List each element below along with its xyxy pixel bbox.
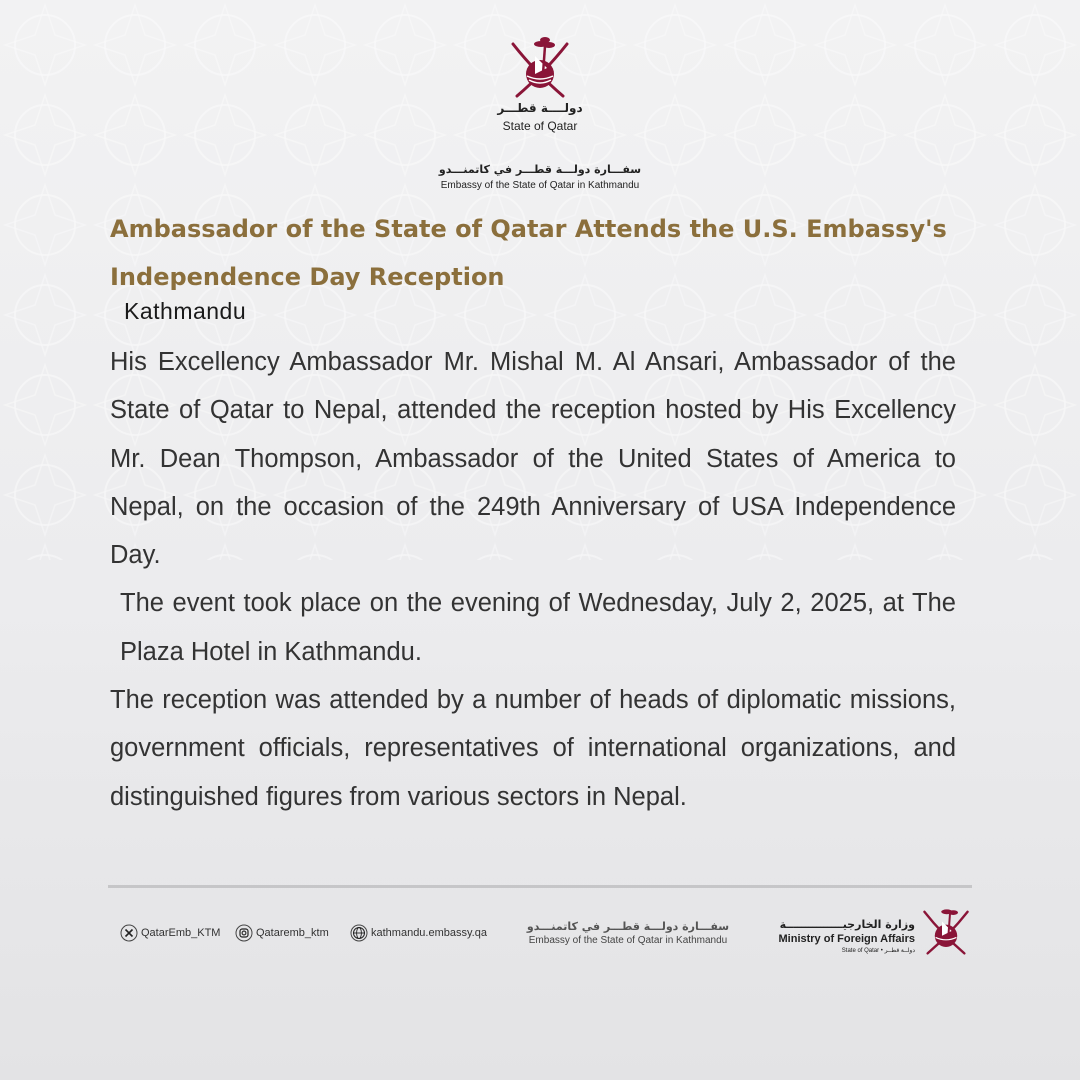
qatar-emblem-icon — [505, 36, 575, 100]
footer-divider — [108, 885, 972, 888]
embassy-name-arabic: سفـــارة دولـــة قطـــر في كاتمنـــدو — [438, 163, 642, 176]
state-name-arabic: دولــــة قطـــر — [497, 101, 583, 115]
footer-embassy-arabic: سفـــارة دولـــة قطـــر في كاتمنـــدو — [526, 920, 730, 933]
footer-embassy-name — [518, 920, 738, 946]
social-link-instagram[interactable] — [235, 921, 329, 945]
ministry-label — [770, 918, 915, 954]
instagram-icon — [235, 924, 253, 942]
footer-embassy-english: Embassy of the State of Qatar in Kathmandu — [528, 935, 728, 946]
ministry-english: Ministry of Foreign Affairs — [778, 933, 915, 945]
x-icon — [120, 924, 138, 942]
social-link-x[interactable] — [120, 921, 220, 945]
ministry-emblem-icon — [918, 904, 974, 958]
social-handle: kathmandu.embassy.qa — [371, 927, 487, 939]
globe-icon — [350, 924, 368, 942]
article-title: Ambassador of the State of Qatar Attends the U.S. Embassy's Independence Day Reception — [110, 215, 947, 291]
social-link-website[interactable] — [350, 921, 487, 945]
social-handle: Qataremb_ktm — [256, 927, 329, 939]
ministry-subtitle: State of Qatar • دولــة قطــر — [841, 948, 915, 954]
paragraph: The event took place on the evening of Wednesday, July 2, 2025, at The Plaza Hotel in Kathmandu. — [120, 589, 956, 666]
embassy-name-english: Embassy of the State of Qatar in Kathmandu — [440, 180, 640, 191]
social-handle: QatarEmb_KTM — [141, 927, 221, 939]
article-body — [110, 338, 956, 821]
dateline: Kathmandu — [124, 298, 247, 324]
paragraph: The reception was attended by a number of heads of diplomatic missions, government officials, representatives of international organizations, and distinguished figures from various sectors in Nepal. — [110, 686, 956, 811]
paragraph: His Excellency Ambassador Mr. Mishal M. Al Ansari, Ambassador of the State of Qatar to Nepal, attended the reception hosted by His Excellency Mr. Dean Thompson, Ambassador of the United States of America to Nepal, on the occasion of the 249th Anniversary of USA Independence Day. — [110, 348, 956, 570]
state-name-english: State of Qatar — [502, 119, 578, 133]
ministry-arabic: وزارة الخارجيـــــــــــــــة — [779, 918, 915, 931]
